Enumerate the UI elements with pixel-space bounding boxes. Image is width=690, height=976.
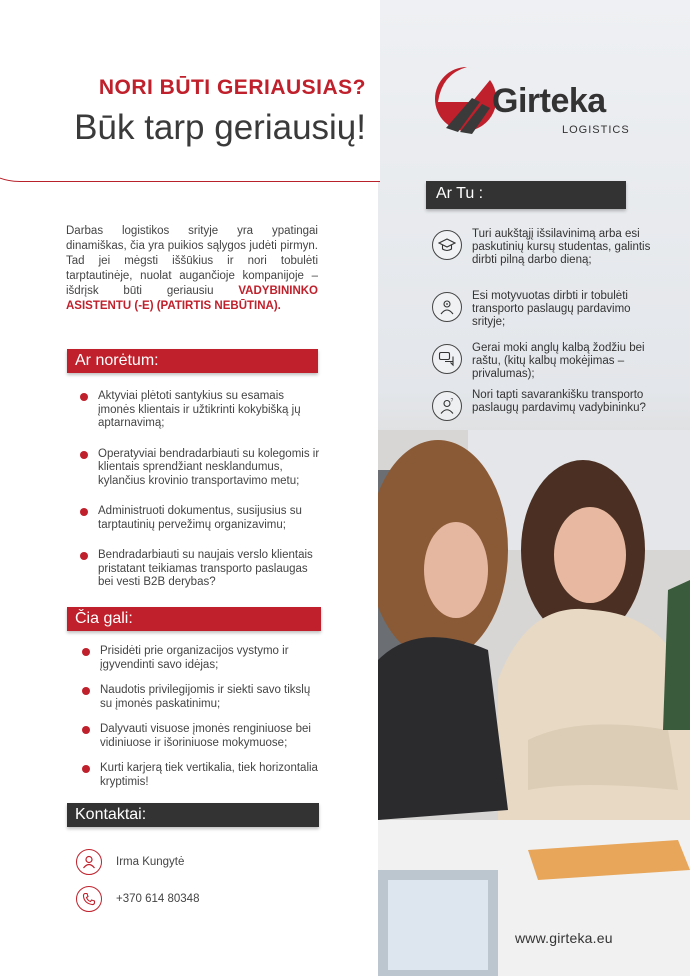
intro-text: Darbas logistikos srityje yra ypatingai dinamiškas, čia yra puikios sąlygos judėti pirmyn. Tad jei mėgsti iššūkius ir nori tobulėti tarptautinėje, nuolat augančioje kompanijoje – išdrįsk būti geriausiu [66,225,318,297]
list-item: Naudotis privilegijomis ir siekti savo tikslų su įmonės paskatinimu; [82,684,322,711]
intro-paragraph [66,224,318,314]
girteka-logo [432,62,632,142]
ar-tu-item: Esi motyvuotas dirbti ir tobulėti transporto paslaugų pardavimo srityje; [432,290,652,329]
list-item: Operatyviai bendradarbiauti su kolegomis ir klientais sprendžiant nesklandumus, kylančius krovinio transportavimo metu; [80,448,320,489]
person-question-icon [432,391,462,421]
ar-tu-item: Turi aukštąjį išsilavinimą arba esi paskutinių kursų studentas, galintis dirbti pilną darbo dieną; [432,228,652,267]
contact-name-row [76,849,184,875]
bullet-icon [82,687,90,695]
bullet-icon [82,648,90,656]
cia-gali-list [82,645,322,802]
section-kontaktai: Kontaktai: [67,803,319,827]
ar-tu-item: ? Nori tapti savarankišku transporto paslaugų pardavimų vadybininku? [432,389,652,421]
headline: NORI BŪTI GERIAUSIAS? [98,76,366,99]
contact-phone[interactable]: +370 614 80348 [116,893,200,905]
list-item: Dalyvauti visuose įmonės renginiuose bei vidiniuose ir išoriniuose mokymuose; [82,723,322,750]
list-item: Aktyviai plėtoti santykius su esamais įmonės klientais ir užtikrinti kokybišką jų aptarnavimą; [80,390,320,431]
section-ar-tu: Ar Tu : [426,181,626,209]
speech-bubbles-icon [432,344,462,374]
office-photo-illustration [378,430,690,976]
section-cia-gali: Čia gali: [67,607,321,631]
bullet-icon [80,451,88,459]
list-item: Bendradarbiauti su naujais verslo klientais pristatant teikiamas transporto paslaugas bei vesti B2B derybas? [80,549,320,590]
list-item: Administruoti dokumentus, susijusius su tarptautinių pervežimų organizavimu; [80,505,320,532]
phone-icon [76,886,102,912]
bullet-icon [80,552,88,560]
graduation-cap-icon [432,230,462,260]
bullet-icon [82,765,90,773]
section-ar-noretum: Ar norėtum: [67,349,318,373]
contact-phone-row [76,886,199,912]
svg-text:?: ? [450,398,454,404]
website-link[interactable]: www.girteka.eu [515,930,613,946]
bullet-icon [80,508,88,516]
ar-noretum-list [80,390,320,603]
logo-name: Girteka [492,82,606,120]
logo-subtitle: LOGISTICS [562,124,630,136]
ar-tu-item: Gerai moki anglų kalbą žodžiu bei raštu, (kitų kalbų mokėjimas – privalumas); [432,342,652,381]
subheadline: Būk tarp geriausių! [74,108,366,147]
person-icon [76,849,102,875]
list-item: Kurti karjerą tiek vertikalia, tiek horizontalia kryptimis! [82,762,322,789]
contact-name: Irma Kungytė [116,856,185,868]
person-target-icon [432,292,462,322]
list-item: Prisidėti prie organizacijos vystymo ir įgyvendinti savo idėjas; [82,645,322,672]
photo-panel [378,0,690,976]
job-title-highlight: VADYBININKO ASISTENTU (-E) (PATIRTIS NEBŪTINA). [66,285,318,312]
bullet-icon [80,393,88,401]
bullet-icon [82,726,90,734]
